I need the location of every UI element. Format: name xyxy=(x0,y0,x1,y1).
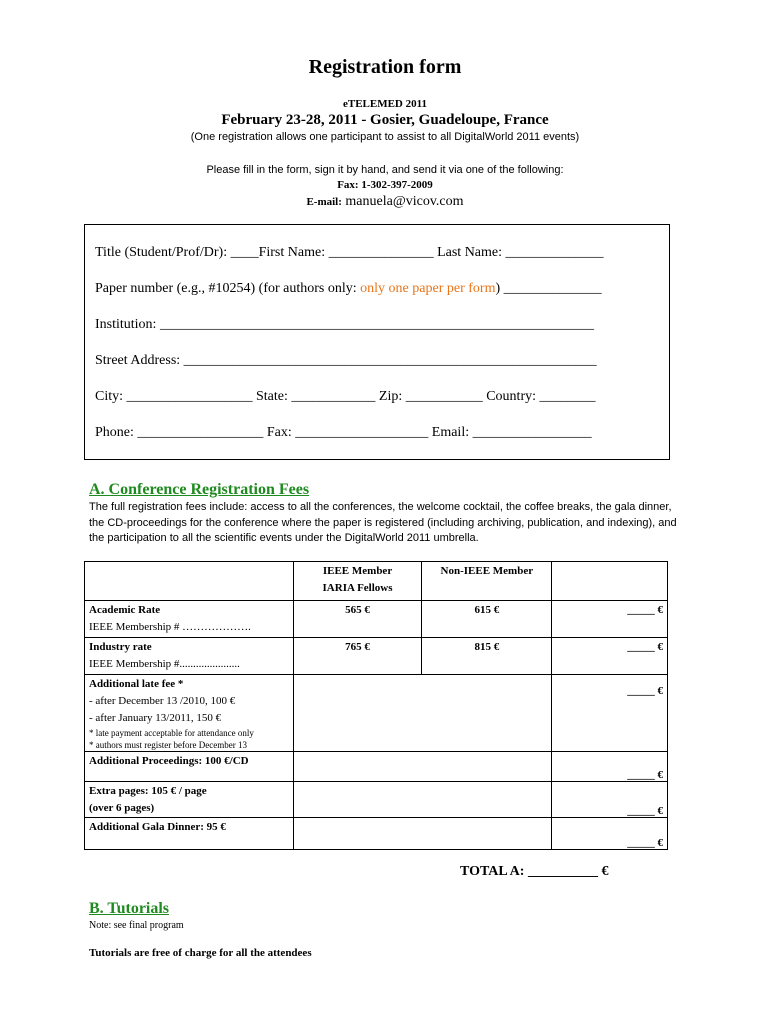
form-title: Registration form xyxy=(308,56,462,78)
registration-note: (One registration allows one participant to assist to all DigitalWorld 2011 events) xyxy=(190,131,580,143)
proceedings-merged-cell xyxy=(293,752,552,782)
city-state-zip-country-fields[interactable]: City: __________________ State: ____________ Zip: ___________ Country: ________ xyxy=(95,389,596,404)
late-fee-total-field[interactable]: _____ € xyxy=(552,675,668,752)
industry-ieee-membership-field[interactable]: IEEE Membership #...................... xyxy=(89,658,240,670)
section-b-heading: B. Tutorials xyxy=(89,900,170,917)
name-fields[interactable]: Title (Student/Prof/Dr): ____First Name: _______________ Last Name: ______________ xyxy=(95,245,604,260)
instructions: Please fill in the form, sign it by hand, and send it via one of the following: xyxy=(206,164,564,176)
academic-non-ieee-price: 615 € xyxy=(422,601,552,638)
proceedings-label: Additional Proceedings: 100 €/CD xyxy=(85,752,294,782)
academic-ieee-price: 565 € xyxy=(293,601,422,638)
extra-pages-merged-cell xyxy=(293,782,552,818)
fees-table xyxy=(84,561,668,850)
fees-header-row xyxy=(85,562,668,601)
event-name: eTELEMED 2011 xyxy=(342,98,428,110)
tutorials-note: Note: see final program xyxy=(89,920,184,931)
gala-dinner-total-field[interactable]: _____ € xyxy=(552,818,668,850)
extra-pages-total-field[interactable]: _____ € xyxy=(552,782,668,818)
event-dates-location: February 23-28, 2011 - Gosier, Guadeloupe, France xyxy=(221,112,549,128)
academic-rate-row xyxy=(85,601,668,638)
proceedings-row xyxy=(85,752,668,782)
gala-dinner-row xyxy=(85,818,668,850)
late-fee-label: Additional late fee * - after December 13 /2010, 100 € - after January 13/2011, 150 € * late payment acceptable for attendance only * authors must register before December 13 xyxy=(85,675,294,752)
non-ieee-member-header: Non-IEEE Member xyxy=(422,562,552,601)
industry-non-ieee-price: 815 € xyxy=(422,638,552,675)
one-paper-note: only one paper per form xyxy=(360,281,496,296)
extra-pages-label: Extra pages: 105 € / page (over 6 pages) xyxy=(85,782,294,818)
email-value[interactable]: manuela@vicov.com xyxy=(345,194,464,209)
academic-ieee-membership-field[interactable]: IEEE Membership # ………………. xyxy=(89,621,251,633)
industry-total-field[interactable]: _____ € xyxy=(552,638,668,675)
paper-number-label: Paper number (e.g., #10254) (for authors only: xyxy=(95,281,361,296)
industry-rate-row xyxy=(85,638,668,675)
empty-header-cell xyxy=(85,562,294,601)
extra-pages-row xyxy=(85,782,668,818)
late-fee-merged-cell xyxy=(293,675,552,752)
total-header-cell xyxy=(552,562,668,601)
tutorials-free-text: Tutorials are free of charge for all the attendees xyxy=(89,947,312,959)
proceedings-total-field[interactable]: _____ € xyxy=(552,752,668,782)
participant-info-box xyxy=(84,224,670,460)
paper-number-field[interactable] xyxy=(95,281,602,297)
academic-total-field[interactable]: _____ € xyxy=(552,601,668,638)
total-a-field[interactable]: TOTAL A: __________ € xyxy=(460,864,609,879)
gala-dinner-merged-cell xyxy=(293,818,552,850)
academic-rate-label: Academic Rate IEEE Membership # ………………. xyxy=(85,601,294,638)
paper-number-blank[interactable]: ) ______________ xyxy=(495,281,602,296)
section-a-heading: A. Conference Registration Fees xyxy=(89,481,310,498)
fax-number: Fax: 1-302-397-2009 xyxy=(337,179,433,191)
industry-ieee-price: 765 € xyxy=(293,638,422,675)
section-a-description: The full registration fees include: access to all the conferences, the welcome cocktail, the coffee breaks, the gala dinner, the CD-proceedings for the conference where the paper is registered (including archiving, publication, and indexing), and the participation to all the scientific events under the DigitalWorld 2011 umbrella. xyxy=(89,501,677,544)
institution-field[interactable]: Institution: ______________________________________________________________ xyxy=(95,317,594,332)
ieee-member-header: IEEE Member IARIA Fellows xyxy=(293,562,422,601)
gala-dinner-label: Additional Gala Dinner: 95 € xyxy=(85,818,294,850)
email-label: E-mail: xyxy=(306,196,342,208)
industry-rate-label: Industry rate IEEE Membership #...................... xyxy=(85,638,294,675)
phone-fax-email-fields[interactable]: Phone: __________________ Fax: ___________________ Email: _________________ xyxy=(95,425,592,440)
email-line xyxy=(0,194,770,210)
street-address-field[interactable]: Street Address: ___________________________________________________________ xyxy=(95,353,597,368)
late-fee-row xyxy=(85,675,668,752)
